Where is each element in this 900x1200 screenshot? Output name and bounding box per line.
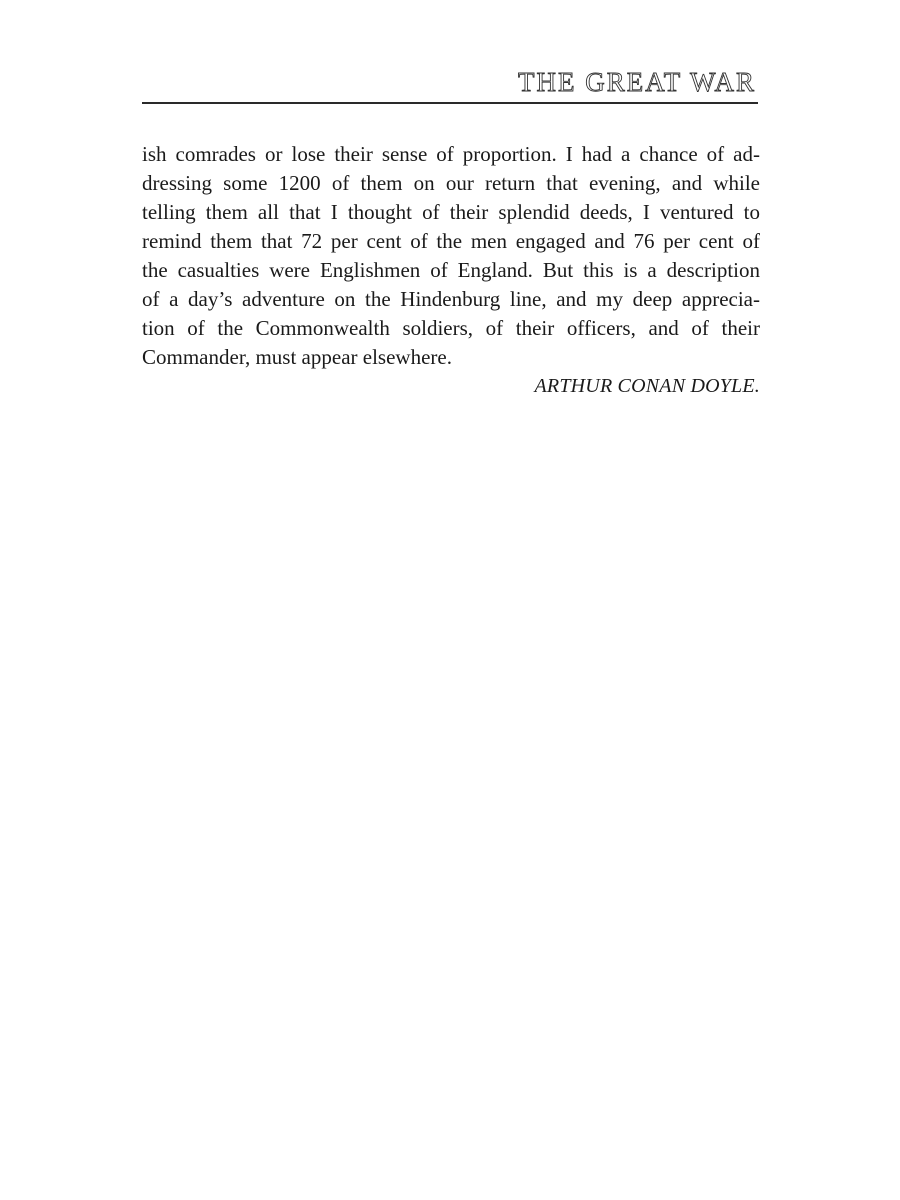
- text-line: dressing some 1200 of them on our return that evening, and while: [142, 171, 760, 195]
- text-line: Commander, must appear elsewhere.: [142, 345, 452, 369]
- running-title: THE GREAT WAR: [517, 67, 756, 97]
- running-header: [142, 64, 758, 104]
- body-text: [142, 140, 760, 401]
- text-line: the casualties were Englishmen of England. But this is a description: [142, 258, 760, 282]
- text-line: of a day’s adventure on the Hindenburg line, and my deep apprecia-: [142, 287, 760, 311]
- text-line: telling them all that I thought of their splendid deeds, I ventured to: [142, 200, 760, 224]
- text-line: ish comrades or lose their sense of proportion. I had a chance of ad-: [142, 142, 760, 166]
- author-signature: ARTHUR CONAN DOYLE.: [534, 375, 760, 397]
- text-line: tion of the Commonwealth soldiers, of their officers, and of their: [142, 316, 760, 340]
- text-line: remind them that 72 per cent of the men engaged and 76 per cent of: [142, 229, 760, 253]
